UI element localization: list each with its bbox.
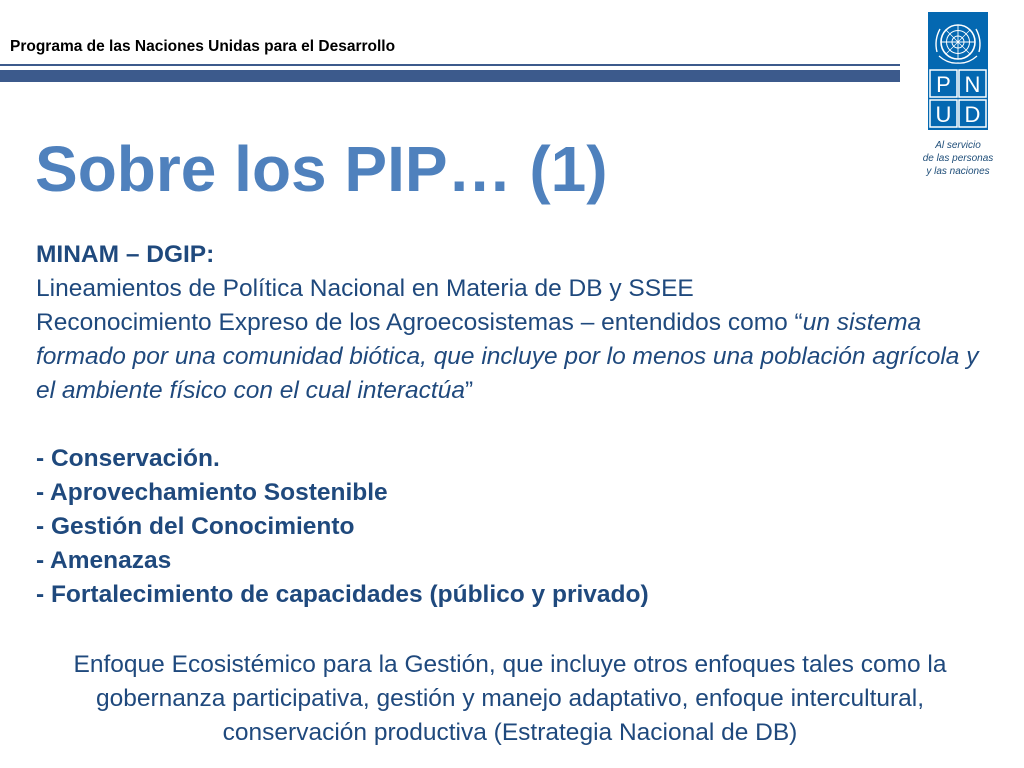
undp-logo [928,12,988,130]
definition-close: ” [465,377,474,404]
definition-quote: un sistema formado por una comunidad biótica, que incluye por lo menos una población agrícola y el ambiente físico con el cual interactúa [36,309,979,404]
definition-paragraph [36,306,996,408]
bullet-item: - Gestión del Conocimiento [36,513,355,540]
logo-letter-n: N [964,72,981,97]
logo-letter-p: P [936,72,951,97]
logo-letter-u: U [935,102,952,127]
header-rule-thick [0,70,900,82]
slide-body [36,238,996,612]
definition-lead: Reconocimiento Expreso de los Agroecosistemas – entendidos como “ [36,309,803,336]
tagline-line: de las personas [922,153,994,164]
bullet-item: - Conservación. [36,445,220,472]
closing-paragraph: Enfoque Ecosistémico para la Gestión, que incluye otros enfoques tales como la gobernanza participativa, gestión y manejo adaptativo, enfoque intercultural, conservación productiva (Estrategia Nacional de DB) [73,651,947,746]
undp-tagline [908,139,1008,178]
organization-header: Programa de las Naciones Unidas para el Desarrollo [10,38,396,55]
paragraph-gap [36,408,996,442]
logo-letter-d: D [964,102,981,127]
slide-title: Sobre los PIP… (1) [35,133,608,205]
bullet-item: - Fortalecimiento de capacidades (público y privado) [36,581,649,608]
policy-line: Lineamientos de Política Nacional en Materia de DB y SSEE [36,275,694,302]
bullet-item: - Aprovechamiento Sostenible [36,479,388,506]
subheading: MINAM – DGIP: [36,241,215,268]
tagline-line: Al servicio [935,140,981,151]
bullet-item: - Amenazas [36,547,172,574]
tagline-line: y las naciones [926,166,990,177]
header-rule-thin [0,64,900,66]
